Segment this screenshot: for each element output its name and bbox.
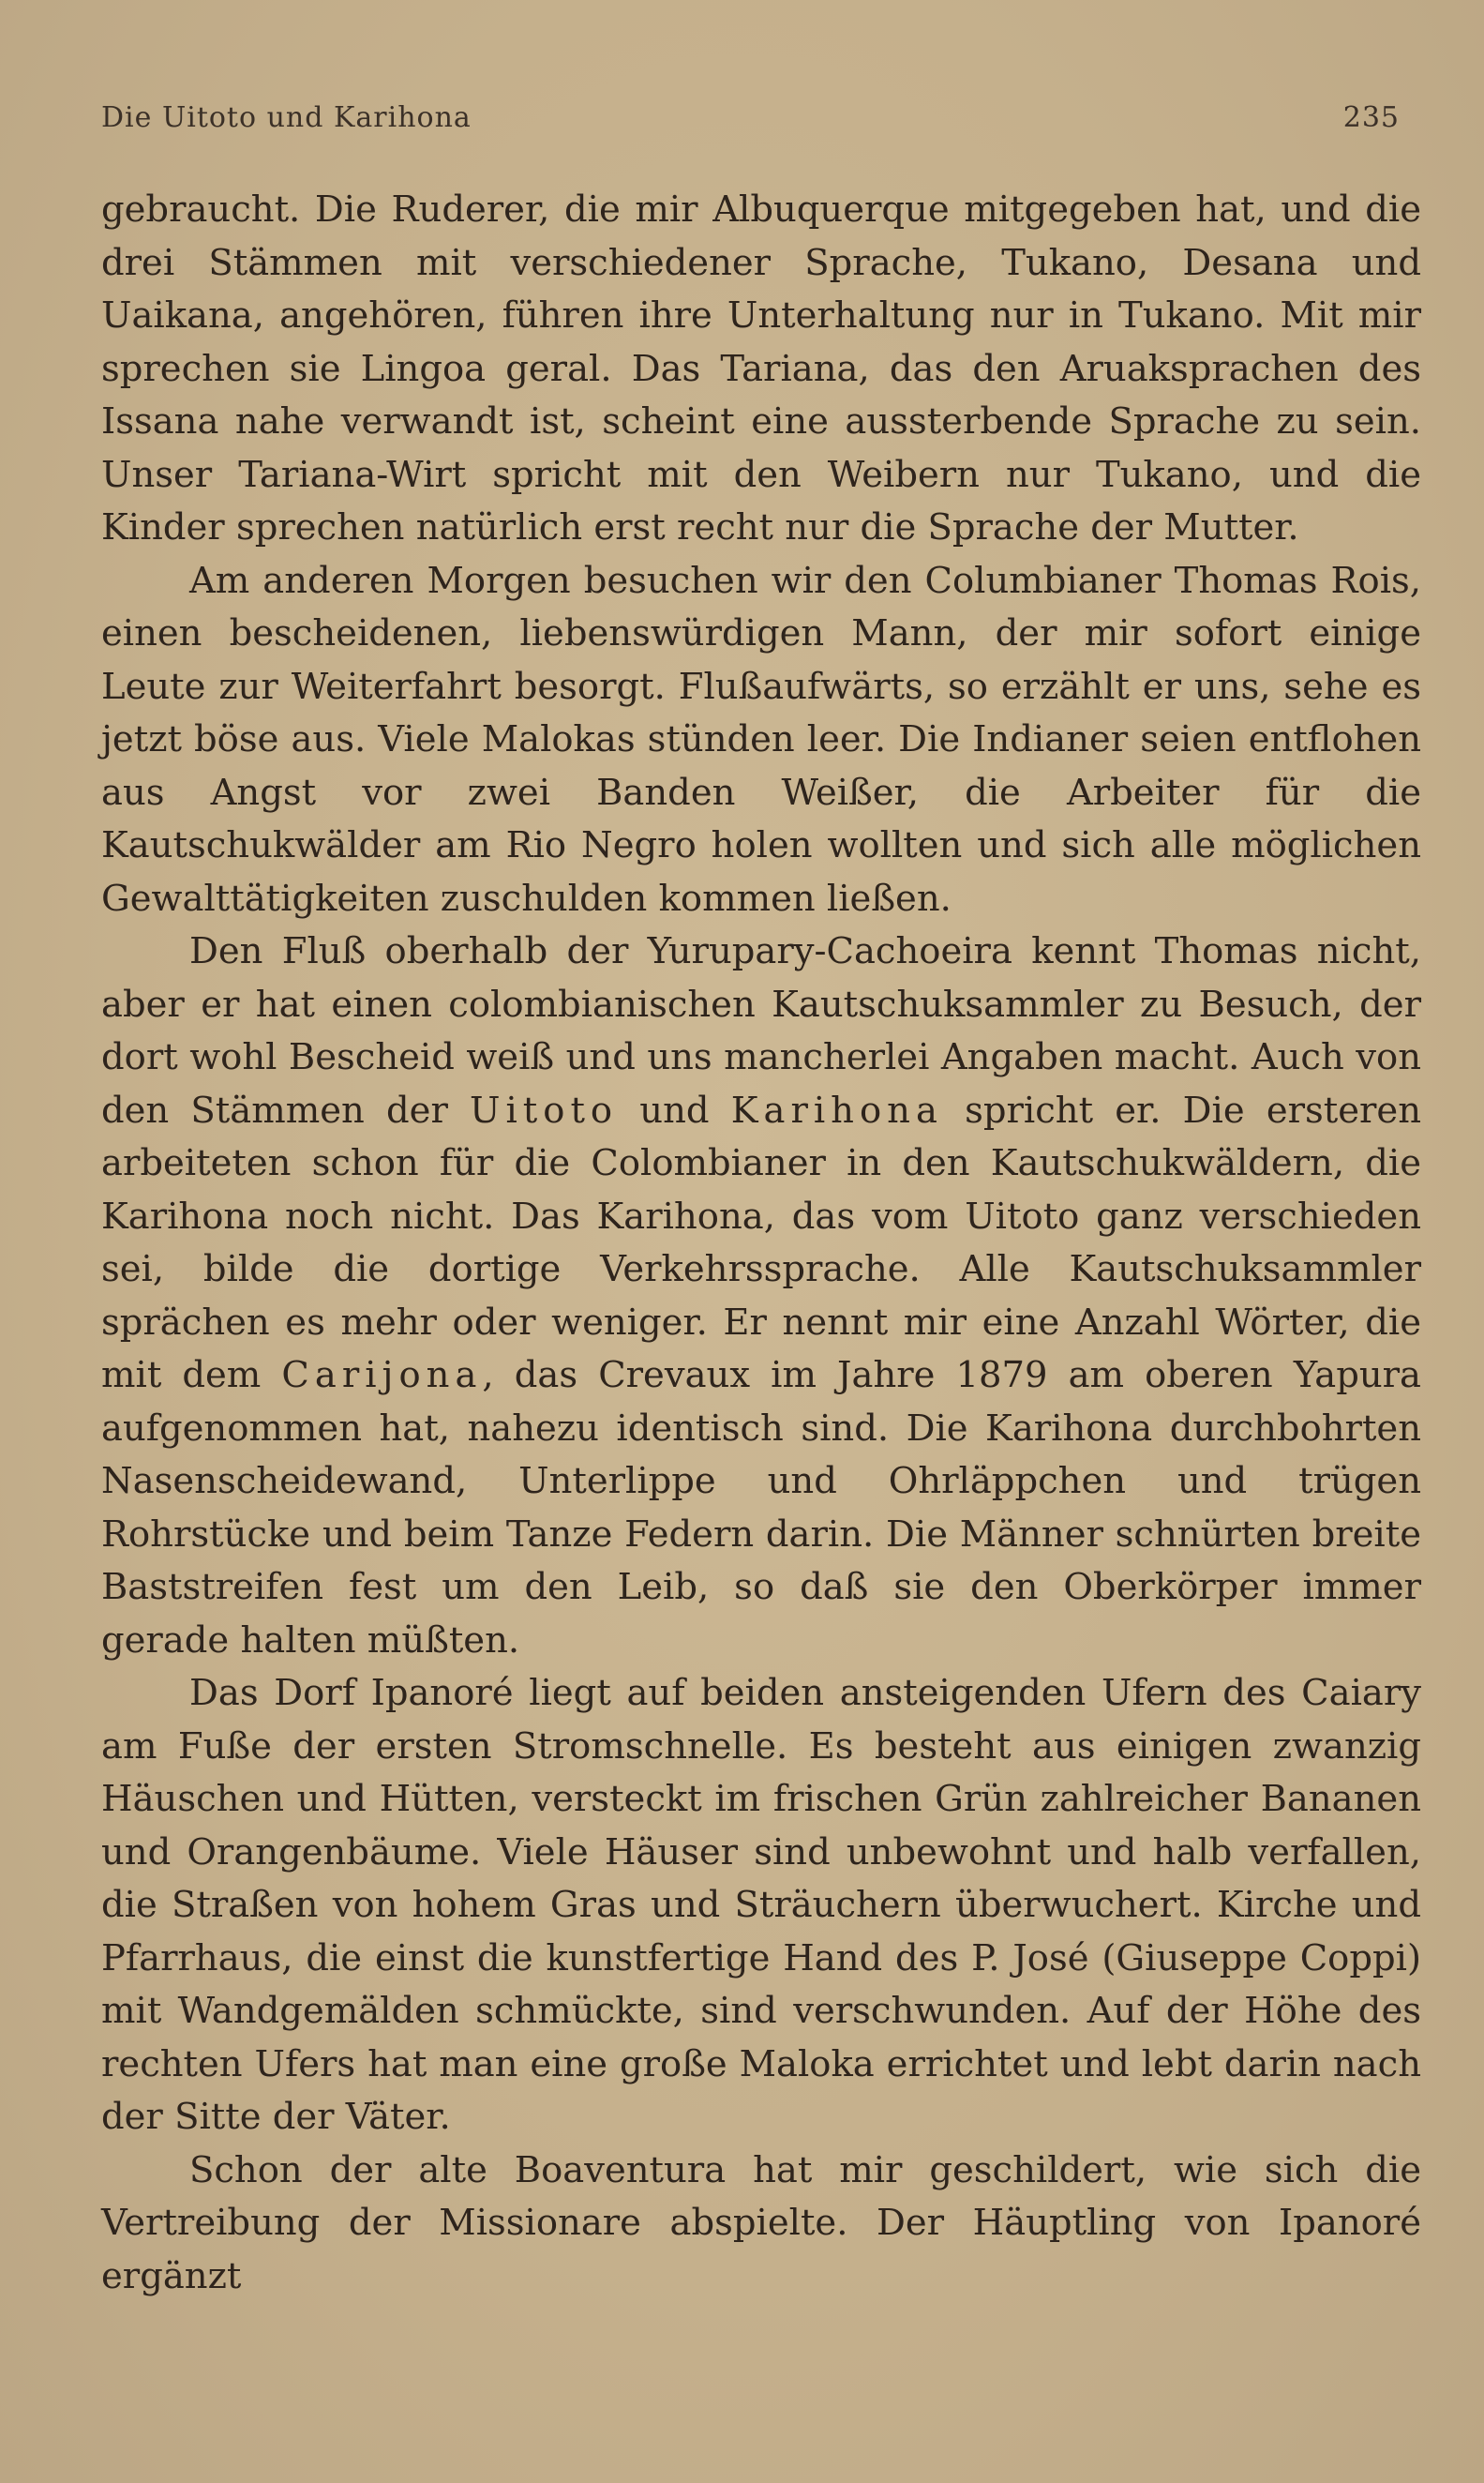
paragraph-2: Am anderen Morgen besuchen wir den Columbianer Thomas Rois, einen bescheidenen, liebenswürdigen Mann, der mir sofort einige Leute zur Weiterfahrt besorgt. Flußaufwärts, so erzählt er uns, sehe es jetzt böse aus. Viele Malokas stünden leer. Die Indianer seien entflohen aus Angst vor zwei Banden Weißer, die Arbeiter für die Kautschukwälder am Rio Negro holen wollten und sich alle möglichen Gewalttätigkeiten zuschulden kommen ließen. bbox=[101, 559, 1421, 920]
paragraph-3-text: Den Fluß oberhalb der Yurupary-Cachoeira kennt Thomas nicht, aber er hat einen colombianischen Kautschuksammler zu Besuch, der dort wohl Bescheid weiß und uns mancherlei Angaben macht. Auch von den Stämmen der bbox=[101, 930, 1421, 1132]
running-title: Die Uitoto und Karihona bbox=[101, 101, 472, 134]
paragraph-4: Das Dorf Ipanoré liegt auf beiden ansteigenden Ufern des Caiary am Fuße der ersten Stromschnelle. Es besteht aus einigen zwanzig Häuschen und Hütten, versteckt im frischen Grün zahlreicher Bananen und Orangenbäume. Viele Häuser sind unbewohnt und halb verfallen, die Straßen von hohem Gras und Sträuchern überwuchert. Kirche und Pfarrhaus, die einst die kunstfertige Hand des P. José (Giuseppe Coppi) mit Wandgemälden schmückte, sind verschwunden. Auf der Höhe des rechten Ufers hat man eine große Maloka errichtet und lebt darin nach der Sitte der Väter. bbox=[101, 1672, 1421, 2138]
paragraph-1: gebraucht. Die Ruderer, die mir Albuquerque mitgegeben hat, und die drei Stämmen mit verschiedener Sprache, Tukano, Desana und Uaikana, angehören, führen ihre Unterhaltung nur in Tukano. Mit mir sprechen sie Lingoa geral. Das Tariana, das den Aruaksprachen des Issana nahe verwandt ist, scheint eine aussterbende Sprache zu sein. Unser Tariana-Wirt spricht mit den Weibern nur Tukano, und die Kinder sprechen natürlich erst recht nur die Sprache der Mutter. bbox=[101, 188, 1421, 549]
paragraph-3 bbox=[101, 925, 1421, 1667]
paragraph-5: Schon der alte Boaventura hat mir geschildert, wie sich die Vertreibung der Missionare abspielte. Der Häuptling von Ipanoré ergänzt bbox=[101, 2148, 1421, 2297]
paragraph-3-text: , das Crevaux im Jahre 1879 am oberen Yapura aufgenommen hat, nahezu identisch sind. Die Karihona durchbohrten Nasenscheidewand, Unterlippe und Ohrläppchen und trügen Rohrstücke und beim Tanze Federn darin. Die Männer schnürten breite Baststreifen fest um den Leib, so daß sie den Oberkörper immer gerade halten müßten. bbox=[101, 1354, 1421, 1662]
emphasis-uitoto: Uitoto bbox=[470, 1089, 619, 1132]
running-head bbox=[101, 101, 1400, 143]
emphasis-carijona: Carijona bbox=[281, 1354, 483, 1396]
emphasis-karihona: Karihona bbox=[730, 1089, 943, 1132]
body-text bbox=[101, 184, 1421, 2303]
paragraph-3-text: und bbox=[618, 1089, 731, 1132]
page-number: 235 bbox=[1342, 101, 1400, 134]
paragraph-3-text: spricht er. Die ersteren arbeiteten schon für die Colombianer in den Kautschukwäldern, die Karihona noch nicht. Das Karihona, das vom Uitoto ganz verschieden sei, bilde die dortige Verkehrssprache. Alle Kautschuksammler sprächen es mehr oder weniger. Er nennt mir eine Anzahl Wörter, die mit dem bbox=[101, 1089, 1422, 1396]
